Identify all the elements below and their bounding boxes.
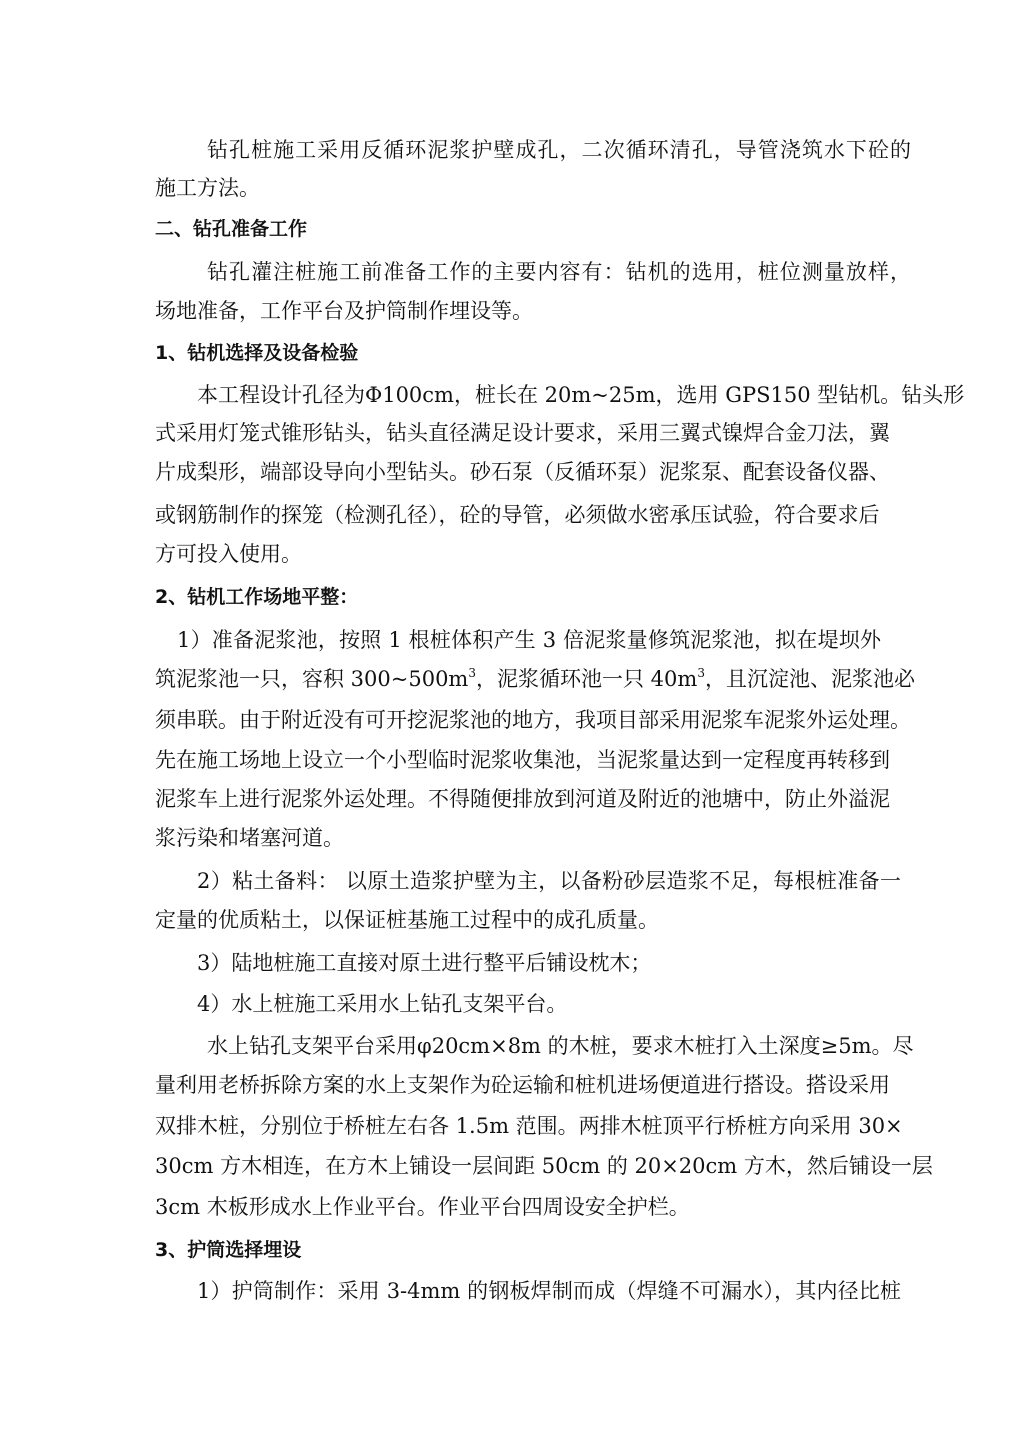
sec2-p2-line-2: 定量的优质粘土，以保证桩基施工过程中的成孔质量。 [155, 908, 659, 932]
sec2-p1-line-6: 浆污染和堵塞河道。 [155, 826, 344, 850]
subsection-title-3: 3、护筒选择埋设 [155, 1239, 302, 1261]
section-heading-2: 二、钻孔准备工作 [155, 218, 308, 240]
sec2-p1-line-2-part-b: ，泥浆循环池一只 40m [476, 667, 698, 691]
superscript-cubic: 3 [468, 666, 476, 680]
sec2-p4: 4）水上桩施工采用水上钻孔支架平台。 [197, 992, 568, 1016]
sec3-line-1: 1）护筒制作：采用 3-4mm 的钢板焊制而成（焊缝不可漏水），其内径比桩 [197, 1279, 901, 1303]
prep-line-1: 钻孔灌注桩施工前准备工作的主要内容有：钻机的选用，桩位测量放样， [207, 260, 911, 284]
sec2-p1-line-2-part-c: ，且沉淀池、泥浆池必 [704, 667, 915, 691]
sec2-p5-line-5: 3cm 木板形成水上作业平台。作业平台四周设安全护栏。 [155, 1195, 690, 1219]
sec1-line-1: 本工程设计孔径为Φ100cm，桩长在 20m~25m，选用 GPS150 型钻机。钻头形 [197, 383, 965, 407]
sec2-p5-line-1: 水上钻孔支架平台采用φ20cm×8m 的木桩，要求木桩打入土深度≥5m。尽 [207, 1034, 914, 1058]
sec1-line-3: 片成梨形，端部设导向小型钻头。砂石泵（反循环泵）泥浆泵、配套设备仪器、 [155, 460, 890, 484]
sec2-p1-line-3: 须串联。由于附近没有可开挖泥浆池的地方，我项目部采用泥浆车泥浆外运处理。 [155, 708, 911, 732]
sec1-line-5: 方可投入使用。 [155, 542, 302, 566]
sec1-line-4: 或钢筋制作的探笼（检测孔径），砼的导管，必须做水密承压试验，符合要求后 [155, 503, 880, 527]
sec1-line-2: 式采用灯笼式锥形钻头，钻头直径满足设计要求，采用三翼式镍焊合金刀法，翼 [155, 421, 890, 445]
sec2-p1-line-1: 1）准备泥浆池，按照 1 根桩体积产生 3 倍泥浆量修筑泥浆池，拟在堤坝外 [177, 628, 881, 652]
sec2-p5-line-3: 双排木桩，分别位于桥桩左右各 1.5m 范围。两排木桩顶平行桥桩方向采用 30× [155, 1114, 903, 1138]
prep-line-2: 场地准备，工作平台及护筒制作埋设等。 [155, 299, 533, 323]
sec2-p1-line-2-part-a: 筑泥浆池一只，容积 300~500m [155, 667, 469, 691]
subsection-title-2: 2、钻机工作场地平整： [155, 586, 359, 608]
intro-line-1: 钻孔桩施工采用反循环泥浆护壁成孔，二次循环清孔，导管浇筑水下砼的 [207, 138, 911, 162]
superscript-cubic-2: 3 [697, 666, 705, 680]
sec2-p5-line-4: 30cm 方木相连，在方木上铺设一层间距 50cm 的 20×20cm 方木，然后铺设一层 [155, 1154, 933, 1178]
sec2-p5-line-2: 量利用老桥拆除方案的水上支架作为砼运输和桩机进场便道进行搭设。搭设采用 [155, 1073, 890, 1097]
sec2-p3: 3）陆地桩施工直接对原土进行整平后铺设枕木； [197, 951, 652, 975]
sec2-p2-line-1: 2）粘土备料： 以原土造浆护壁为主，以备粉砂层造浆不足，每根桩准备一 [197, 869, 901, 893]
subsection-title-1: 1、钻机选择及设备检验 [155, 342, 359, 364]
sec2-p1-line-2 [155, 660, 915, 698]
intro-line-2: 施工方法。 [155, 176, 260, 200]
sec2-p1-line-4: 先在施工场地上设立一个小型临时泥浆收集池，当泥浆量达到一定程度再转移到 [155, 748, 890, 772]
sec2-p1-line-5: 泥浆车上进行泥浆外运处理。不得随便排放到河道及附近的池塘中，防止外溢泥 [155, 787, 890, 811]
